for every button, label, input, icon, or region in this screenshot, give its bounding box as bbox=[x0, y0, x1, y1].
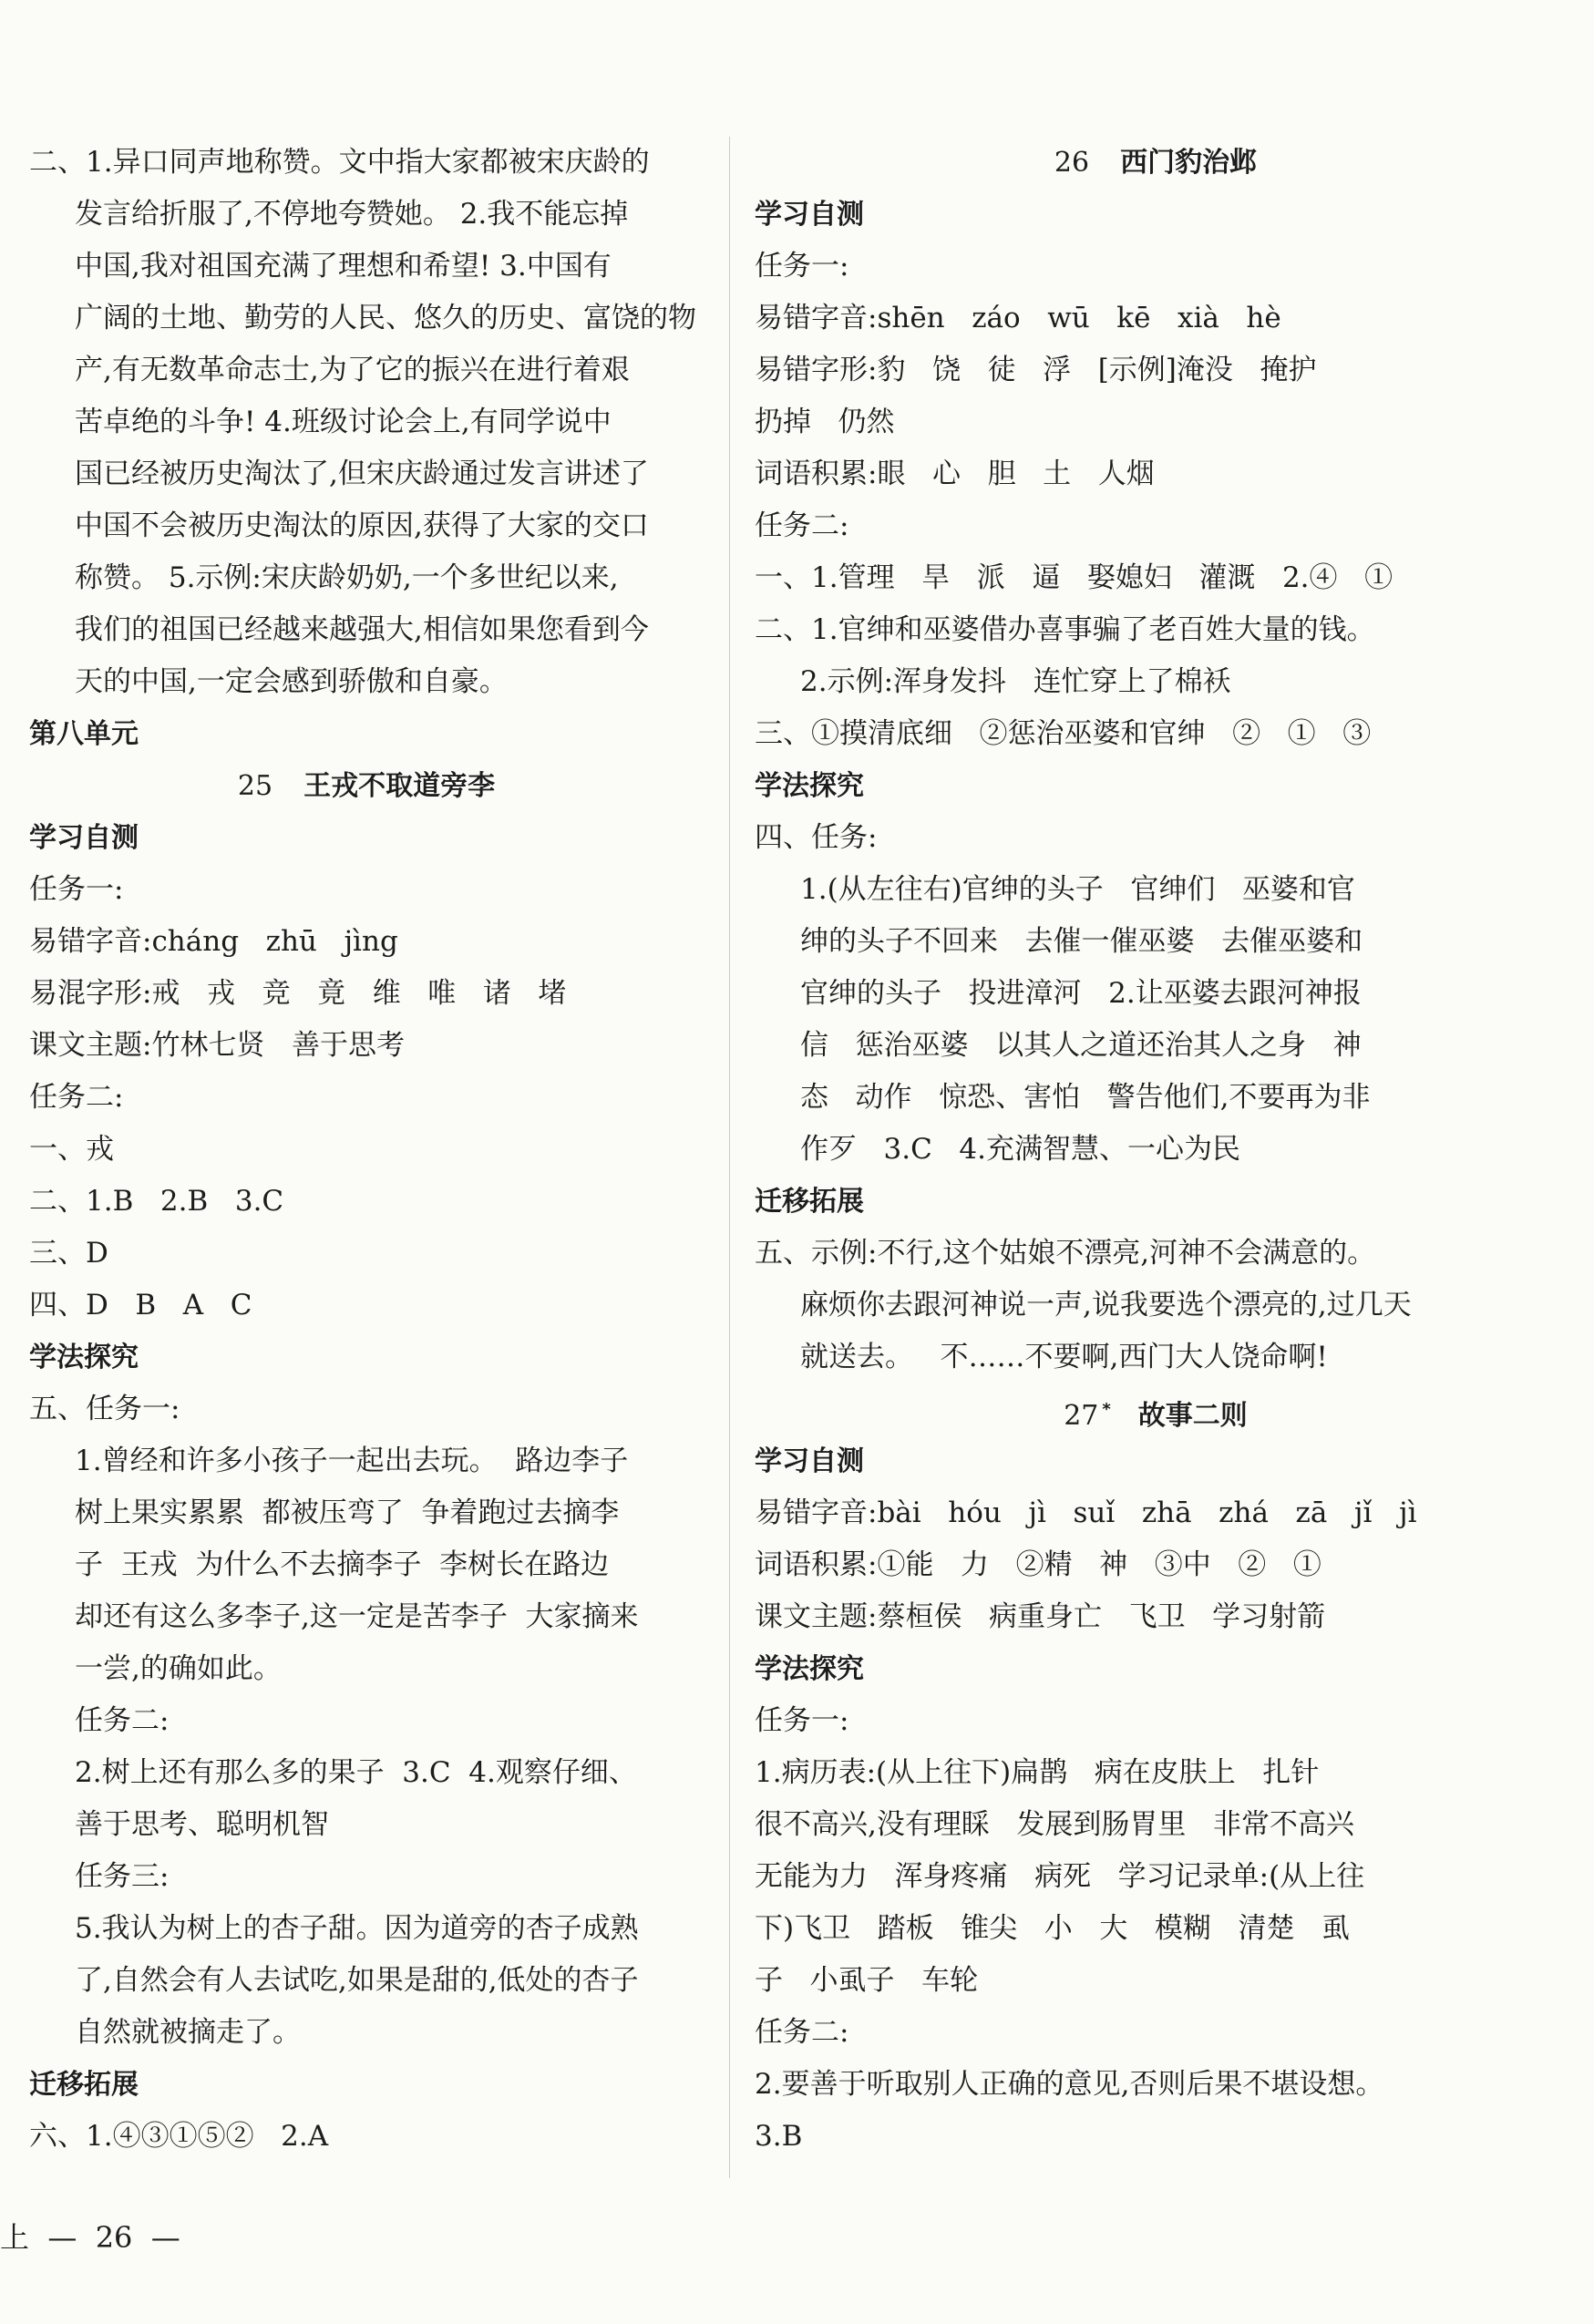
column-divider bbox=[729, 137, 730, 2178]
right-column bbox=[755, 137, 1557, 2163]
text-line: 1.(从左往右)官绅的头子 官绅们 巫婆和官 bbox=[800, 873, 1355, 906]
text-line: 三、①摸清底细 ②惩治巫婆和官绅 ② ① ③ bbox=[755, 717, 1372, 750]
text-line: 任务二: bbox=[75, 1704, 170, 1737]
section-heading: 学法探究 bbox=[755, 1653, 864, 1685]
text-line: 子 小虱子 车轮 bbox=[755, 1964, 979, 1997]
text-line: 2.要善于听取别人正确的意见,否则后果不堪设想。 bbox=[755, 2068, 1384, 2101]
text-line: 一、戎 bbox=[29, 1133, 114, 1166]
lesson-title bbox=[755, 1383, 1557, 1435]
text-line: 易错字音:cháng zhū jìng bbox=[29, 925, 398, 958]
page-number: 上 — 26 — bbox=[0, 2220, 180, 2255]
text-line: 五、任务一: bbox=[29, 1393, 180, 1425]
text-line: 任务一: bbox=[755, 250, 849, 283]
text-line: 无能为力 浑身疼痛 病死 学习记录单:(从上往 bbox=[755, 1860, 1365, 1893]
text-line: 中国,我对祖国充满了理想和希望! 3.中国有 bbox=[75, 250, 612, 283]
text-line: 麻烦你去跟河神说一声,说我要选个漂亮的,过几天 bbox=[800, 1289, 1412, 1321]
text-line: 四、D B A C bbox=[29, 1289, 252, 1321]
text-line: 易错字音:bài hóu jì suǐ zhā zhá zā jǐ jì bbox=[755, 1496, 1417, 1529]
text-line: 词语积累:①能 力 ②精 神 ③中 ② ① bbox=[755, 1548, 1321, 1581]
text-line: 二、1.异口同声地称赞。文中指大家都被宋庆龄的 bbox=[29, 146, 650, 179]
text-line: 易错字形:豹 饶 徒 浮 [示例]淹没 掩护 bbox=[755, 354, 1317, 386]
text-line: 就送去。 不……不要啊,西门大人饶命啊! bbox=[800, 1341, 1328, 1373]
text-line: 课文主题:蔡桓侯 病重身亡 飞卫 学习射箭 bbox=[755, 1600, 1326, 1633]
lesson-title-text: 西门豹治邺 bbox=[1120, 147, 1258, 179]
text-line: 任务二: bbox=[755, 509, 849, 542]
text-line: 3.B bbox=[755, 2120, 803, 2153]
text-line: 发言给折服了,不停地夸赞她。 2.我不能忘掉 bbox=[75, 198, 629, 231]
text-line: 了,自然会有人去试吃,如果是甜的,低处的杏子 bbox=[75, 1964, 639, 1997]
text-line: 2.示例:浑身发抖 连忙穿上了棉袄 bbox=[800, 665, 1231, 698]
lesson-title-text: 王戎不取道旁李 bbox=[303, 770, 496, 802]
text-line: 善于思考、聪明机智 bbox=[75, 1808, 329, 1841]
text-line: 二、1.B 2.B 3.C bbox=[29, 1185, 284, 1218]
text-line: 四、任务: bbox=[755, 821, 878, 854]
text-line: 一尝,的确如此。 bbox=[75, 1652, 282, 1685]
text-line: 却还有这么多李子,这一定是苦李子 大家摘来 bbox=[75, 1600, 639, 1633]
text-line: 子 王戎 为什么不去摘李子 李树长在路边 bbox=[75, 1548, 610, 1581]
text-line: 课文主题:竹林七贤 善于思考 bbox=[29, 1029, 406, 1062]
section-heading: 迁移拓展 bbox=[29, 2069, 139, 2101]
section-heading: 迁移拓展 bbox=[755, 1186, 864, 1218]
section-heading: 第八单元 bbox=[29, 718, 139, 750]
text-line: 作歹 3.C 4.充满智慧、一心为民 bbox=[800, 1133, 1240, 1166]
text-line: 苦卓绝的斗争! 4.班级讨论会上,有同学说中 bbox=[75, 406, 612, 438]
text-line: 很不高兴,没有理睬 发展到肠胃里 非常不高兴 bbox=[755, 1808, 1354, 1841]
text-line: 任务一: bbox=[29, 873, 124, 906]
text-line: 词语积累:眼 心 胆 土 人烟 bbox=[755, 458, 1155, 490]
text-line: 扔掉 仍然 bbox=[755, 406, 895, 438]
lesson-mark: * bbox=[1102, 1400, 1111, 1419]
text-line: 态 动作 惊恐、害怕 警告他们,不要再为非 bbox=[800, 1081, 1371, 1114]
lesson-number: 26 bbox=[1054, 147, 1090, 179]
text-line: 绅的头子不回来 去催一催巫婆 去催巫婆和 bbox=[800, 925, 1363, 958]
text-line: 自然就被摘走了。 bbox=[75, 2016, 301, 2049]
text-line: 1.病历表:(从上往下)扁鹊 病在皮肤上 扎针 bbox=[755, 1756, 1320, 1789]
text-line: 六、1.④③①⑤② 2.A bbox=[29, 2120, 329, 2153]
text-line: 三、D bbox=[29, 1237, 108, 1270]
left-column bbox=[29, 137, 704, 2163]
text-line: 1.曾经和许多小孩子一起出去玩。 路边李子 bbox=[75, 1445, 629, 1477]
text-line: 二、1.官绅和巫婆借办喜事骗了老百姓大量的钱。 bbox=[755, 613, 1375, 646]
text-line: 5.我认为树上的杏子甜。因为道旁的杏子成熟 bbox=[75, 1912, 639, 1945]
lesson-number: 27 bbox=[1064, 1400, 1099, 1432]
text-line: 五、示例:不行,这个姑娘不漂亮,河神不会满意的。 bbox=[755, 1237, 1376, 1270]
lesson-title bbox=[755, 137, 1557, 189]
text-line: 信 惩治巫婆 以其人之道还治其人之身 神 bbox=[800, 1029, 1362, 1062]
text-line: 易错字音:shēn záo wū kē xià hè bbox=[755, 302, 1281, 334]
text-line: 称赞。 5.示例:宋庆龄奶奶,一个多世纪以来, bbox=[75, 561, 619, 594]
lesson-number: 25 bbox=[237, 770, 273, 802]
section-heading: 学习自测 bbox=[755, 199, 864, 231]
section-heading: 学法探究 bbox=[29, 1342, 139, 1373]
section-heading: 学法探究 bbox=[755, 770, 864, 802]
text-line: 广阔的土地、勤劳的人民、悠久的历史、富饶的物 bbox=[75, 302, 696, 334]
text-line: 树上果实累累 都被压弯了 争着跑过去摘李 bbox=[75, 1496, 620, 1529]
lesson-title bbox=[29, 760, 704, 812]
text-line: 中国不会被历史淘汰的原因,获得了大家的交口 bbox=[75, 509, 649, 542]
text-line: 一、1.管理 旱 派 逼 娶媳妇 灌溉 2.④ ① bbox=[755, 561, 1393, 594]
text-line: 官绅的头子 投进漳河 2.让巫婆去跟河神报 bbox=[800, 977, 1362, 1010]
text-line: 产,有无数革命志士,为了它的振兴在进行着艰 bbox=[75, 354, 630, 386]
text-line: 国已经被历史淘汰了,但宋庆龄通过发言讲述了 bbox=[75, 458, 649, 490]
text-line: 任务一: bbox=[755, 1704, 849, 1737]
section-heading: 学习自测 bbox=[755, 1445, 864, 1477]
text-line: 2.树上还有那么多的果子 3.C 4.观察仔细、 bbox=[75, 1756, 637, 1789]
text-line: 天的中国,一定会感到骄傲和自豪。 bbox=[75, 665, 508, 698]
text-line: 我们的祖国已经越来越强大,相信如果您看到今 bbox=[75, 613, 649, 646]
text-line: 易混字形:戒 戎 竞 竟 维 唯 诸 堵 bbox=[29, 977, 567, 1010]
text-line: 任务二: bbox=[755, 2016, 849, 2049]
lesson-title-text: 故事二则 bbox=[1137, 1400, 1248, 1432]
text-line: 任务三: bbox=[75, 1860, 170, 1893]
text-line: 任务二: bbox=[29, 1081, 124, 1114]
text-line: 下)飞卫 踏板 锥尖 小 大 模糊 清楚 虱 bbox=[755, 1912, 1351, 1945]
section-heading: 学习自测 bbox=[29, 822, 139, 854]
